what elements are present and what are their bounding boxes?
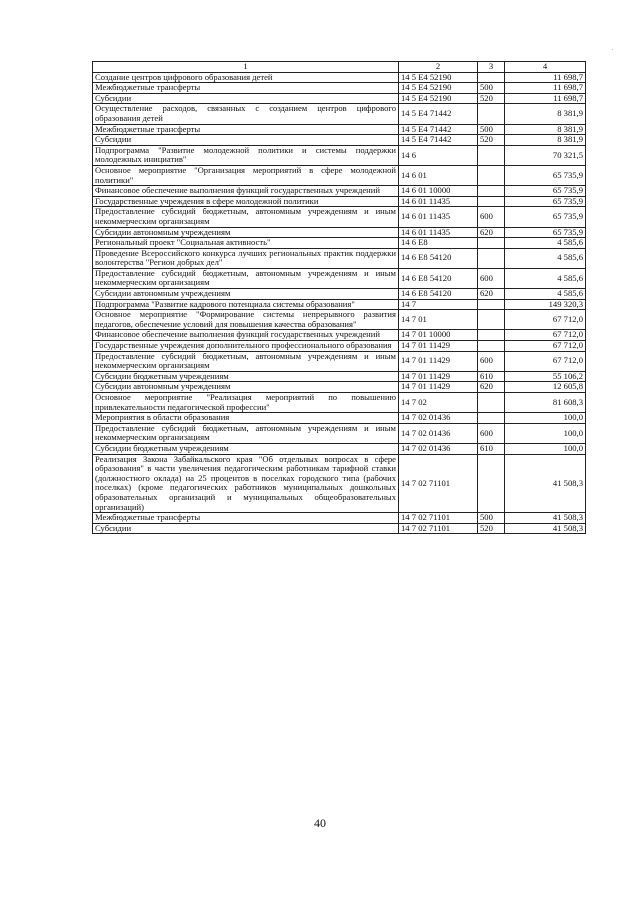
row-amount-cell: 11 698,7 — [505, 83, 586, 94]
row-name-cell: Субсидии — [93, 93, 399, 104]
row-name-cell: Финансовое обеспечение выполнения функций государственных учреждений — [93, 330, 399, 341]
budget-table — [92, 61, 586, 534]
row-code-cell: 14 7 02 01436 — [399, 423, 478, 443]
table-row — [93, 93, 586, 104]
row-amount-cell: 100,0 — [505, 443, 586, 454]
table-row — [93, 83, 586, 94]
table-row — [93, 443, 586, 454]
row-code-cell: 14 6 01 10000 — [399, 186, 478, 197]
row-type-cell — [478, 454, 505, 513]
row-type-cell: 600 — [478, 423, 505, 443]
row-amount-cell: 8 381,9 — [505, 135, 586, 146]
row-type-cell: 600 — [478, 207, 505, 227]
row-type-cell — [478, 165, 505, 185]
row-code-cell: 14 5 Е4 71442 — [399, 104, 478, 124]
row-name-cell: Проведение Всероссийского конкурса лучших региональных практик поддержки волонтерства "Регион добрых дел" — [93, 248, 399, 268]
row-name-cell: Субсидии автономным учреждениям — [93, 289, 399, 300]
row-type-cell: 520 — [478, 523, 505, 534]
row-type-cell: 600 — [478, 351, 505, 371]
table-row — [93, 393, 586, 413]
row-code-cell: 14 7 02 — [399, 393, 478, 413]
row-name-cell: Финансовое обеспечение выполнения функций государственных учреждений — [93, 186, 399, 197]
row-name-cell: Межбюджетные трансферты — [93, 83, 399, 94]
row-amount-cell: 11 698,7 — [505, 72, 586, 83]
header-col-2: 2 — [399, 62, 478, 73]
row-code-cell: 14 7 02 01436 — [399, 443, 478, 454]
row-type-cell: 520 — [478, 135, 505, 146]
row-amount-cell: 8 381,9 — [505, 124, 586, 135]
row-code-cell: 14 5 Е4 52190 — [399, 83, 478, 94]
row-code-cell: 14 7 01 11429 — [399, 351, 478, 371]
row-type-cell — [478, 299, 505, 310]
row-amount-cell: 55 106,2 — [505, 371, 586, 382]
row-type-cell — [478, 238, 505, 249]
row-type-cell — [478, 72, 505, 83]
row-code-cell: 14 6 Е8 54120 — [399, 248, 478, 268]
table-row — [93, 135, 586, 146]
row-name-cell: Реализация Закона Забайкальского края "Об отдельных вопросах в сфере образования" в части увеличения педагогическим работникам тарифной ставки (должностного оклада) на 25 процентов в поселках городского типа (рабочих поселках) (кроме педагогических работников муниципальных дошкольных образовательных организаций и муниципальных общеобразовательных организаций) — [93, 454, 399, 513]
table-row — [93, 196, 586, 207]
table-row — [93, 382, 586, 393]
row-name-cell: Основное мероприятие "Формирование системы непрерывного развития педагогов, обеспечение условий для повышения качества образования" — [93, 310, 399, 330]
row-code-cell: 14 7 01 11429 — [399, 382, 478, 393]
row-type-cell: 610 — [478, 443, 505, 454]
row-amount-cell: 4 585,6 — [505, 238, 586, 249]
row-type-cell: 620 — [478, 227, 505, 238]
row-amount-cell: 67 712,0 — [505, 330, 586, 341]
row-name-cell: Основное мероприятие "Реализация мероприятий по повышению привлекательности педагогической профессии" — [93, 393, 399, 413]
row-amount-cell: 41 508,3 — [505, 513, 586, 524]
row-code-cell: 14 7 01 — [399, 310, 478, 330]
row-amount-cell: 65 735,9 — [505, 227, 586, 238]
row-name-cell: Создание центров цифрового образования детей — [93, 72, 399, 83]
row-amount-cell: 4 585,6 — [505, 248, 586, 268]
row-amount-cell: 4 585,6 — [505, 289, 586, 300]
row-code-cell: 14 6 Е8 54120 — [399, 268, 478, 288]
row-amount-cell: 65 735,9 — [505, 196, 586, 207]
header-col-1: 1 — [93, 62, 399, 73]
table-row — [93, 268, 586, 288]
table-row — [93, 341, 586, 352]
row-code-cell: 14 7 02 71101 — [399, 454, 478, 513]
row-amount-cell: 65 735,9 — [505, 165, 586, 185]
row-code-cell: 14 5 Е4 52190 — [399, 93, 478, 104]
row-amount-cell: 100,0 — [505, 423, 586, 443]
row-type-cell: 500 — [478, 83, 505, 94]
row-name-cell: Мероприятия в области образования — [93, 413, 399, 424]
table-header-row — [93, 62, 586, 73]
table-row — [93, 299, 586, 310]
table-row — [93, 165, 586, 185]
row-type-cell: 500 — [478, 513, 505, 524]
table-row — [93, 413, 586, 424]
row-name-cell: Основное мероприятие "Организация мероприятий в сфере молодежной политики" — [93, 165, 399, 185]
row-amount-cell: 149 320,3 — [505, 299, 586, 310]
table-row — [93, 351, 586, 371]
table-row — [93, 186, 586, 197]
table-row — [93, 145, 586, 165]
row-code-cell: 14 7 — [399, 299, 478, 310]
row-name-cell: Субсидии автономным учреждениям — [93, 227, 399, 238]
row-amount-cell: 41 508,3 — [505, 454, 586, 513]
header-col-4: 4 — [505, 62, 586, 73]
row-amount-cell: 11 698,7 — [505, 93, 586, 104]
table-row — [93, 227, 586, 238]
row-name-cell: Субсидии бюджетным учреждениям — [93, 443, 399, 454]
row-type-cell: 600 — [478, 268, 505, 288]
row-name-cell: Предоставление субсидий бюджетным, автономным учреждениям и иным некоммерческим организациям — [93, 351, 399, 371]
row-type-cell — [478, 341, 505, 352]
row-code-cell: 14 6 01 11435 — [399, 227, 478, 238]
row-amount-cell: 67 712,0 — [505, 310, 586, 330]
row-type-cell — [478, 196, 505, 207]
row-name-cell: Субсидии — [93, 523, 399, 534]
row-type-cell — [478, 393, 505, 413]
row-code-cell: 14 7 02 71101 — [399, 513, 478, 524]
row-amount-cell: 100,0 — [505, 413, 586, 424]
row-name-cell: Предоставление субсидий бюджетным, автономным учреждениям и иным некоммерческим организациям — [93, 207, 399, 227]
row-code-cell: 14 7 02 01436 — [399, 413, 478, 424]
row-code-cell: 14 6 — [399, 145, 478, 165]
scan-mark: . — [612, 46, 614, 52]
row-name-cell: Государственные учреждения в сфере молодежной политики — [93, 196, 399, 207]
row-code-cell: 14 5 Е4 52190 — [399, 72, 478, 83]
row-type-cell — [478, 186, 505, 197]
table-row — [93, 523, 586, 534]
row-code-cell: 14 7 02 71101 — [399, 523, 478, 534]
row-name-cell: Осуществление расходов, связанных с созданием центров цифрового образования детей — [93, 104, 399, 124]
row-type-cell: 500 — [478, 124, 505, 135]
row-code-cell: 14 7 01 11429 — [399, 371, 478, 382]
row-name-cell: Подпрограмма "Развитие молодежной политики и системы поддержки молодежных инициатив" — [93, 145, 399, 165]
row-amount-cell: 67 712,0 — [505, 351, 586, 371]
row-code-cell: 14 5 Е4 71442 — [399, 135, 478, 146]
row-name-cell: Региональный проект "Социальная активность" — [93, 238, 399, 249]
row-amount-cell: 41 508,3 — [505, 523, 586, 534]
row-type-cell — [478, 413, 505, 424]
table-row — [93, 207, 586, 227]
row-amount-cell: 65 735,9 — [505, 207, 586, 227]
row-code-cell: 14 6 01 11435 — [399, 207, 478, 227]
table-row — [93, 330, 586, 341]
table-row — [93, 423, 586, 443]
table-row — [93, 371, 586, 382]
row-type-cell — [478, 310, 505, 330]
row-type-cell: 620 — [478, 289, 505, 300]
row-name-cell: Межбюджетные трансферты — [93, 124, 399, 135]
row-code-cell: 14 7 01 10000 — [399, 330, 478, 341]
row-type-cell: 610 — [478, 371, 505, 382]
row-amount-cell: 65 735,9 — [505, 186, 586, 197]
table-row — [93, 124, 586, 135]
table-row — [93, 289, 586, 300]
table-row — [93, 513, 586, 524]
row-type-cell — [478, 145, 505, 165]
row-name-cell: Предоставление субсидий бюджетным, автономным учреждениям и иным некоммерческим организациям — [93, 268, 399, 288]
row-code-cell: 14 6 01 — [399, 165, 478, 185]
table-row — [93, 310, 586, 330]
row-amount-cell: 67 712,0 — [505, 341, 586, 352]
page-number: 40 — [314, 816, 326, 830]
row-code-cell: 14 5 Е4 71442 — [399, 124, 478, 135]
row-amount-cell: 81 608,3 — [505, 393, 586, 413]
table-row — [93, 454, 586, 513]
row-code-cell: 14 6 Е8 54120 — [399, 289, 478, 300]
row-type-cell — [478, 330, 505, 341]
row-type-cell — [478, 104, 505, 124]
row-amount-cell: 4 585,6 — [505, 268, 586, 288]
row-amount-cell: 12 605,8 — [505, 382, 586, 393]
row-name-cell: Межбюджетные трансферты — [93, 513, 399, 524]
row-type-cell — [478, 248, 505, 268]
table-row — [93, 248, 586, 268]
table-row — [93, 104, 586, 124]
row-name-cell: Субсидии бюджетным учреждениям — [93, 371, 399, 382]
row-type-cell: 620 — [478, 382, 505, 393]
header-col-3: 3 — [478, 62, 505, 73]
row-amount-cell: 70 321,5 — [505, 145, 586, 165]
row-amount-cell: 8 381,9 — [505, 104, 586, 124]
row-type-cell: 520 — [478, 93, 505, 104]
table-row — [93, 72, 586, 83]
row-code-cell: 14 6 Е8 — [399, 238, 478, 249]
row-name-cell: Предоставление субсидий бюджетным, автономным учреждениям и иным некоммерческим организациям — [93, 423, 399, 443]
budget-table-body — [93, 62, 586, 534]
row-code-cell: 14 6 01 11435 — [399, 196, 478, 207]
row-name-cell: Подпрограмма "Развитие кадрового потенциала системы образования" — [93, 299, 399, 310]
table-row — [93, 238, 586, 249]
row-code-cell: 14 7 01 11429 — [399, 341, 478, 352]
row-name-cell: Субсидии — [93, 135, 399, 146]
row-name-cell: Субсидии автономным учреждениям — [93, 382, 399, 393]
row-name-cell: Государственные учреждения дополнительного профессионального образования — [93, 341, 399, 352]
